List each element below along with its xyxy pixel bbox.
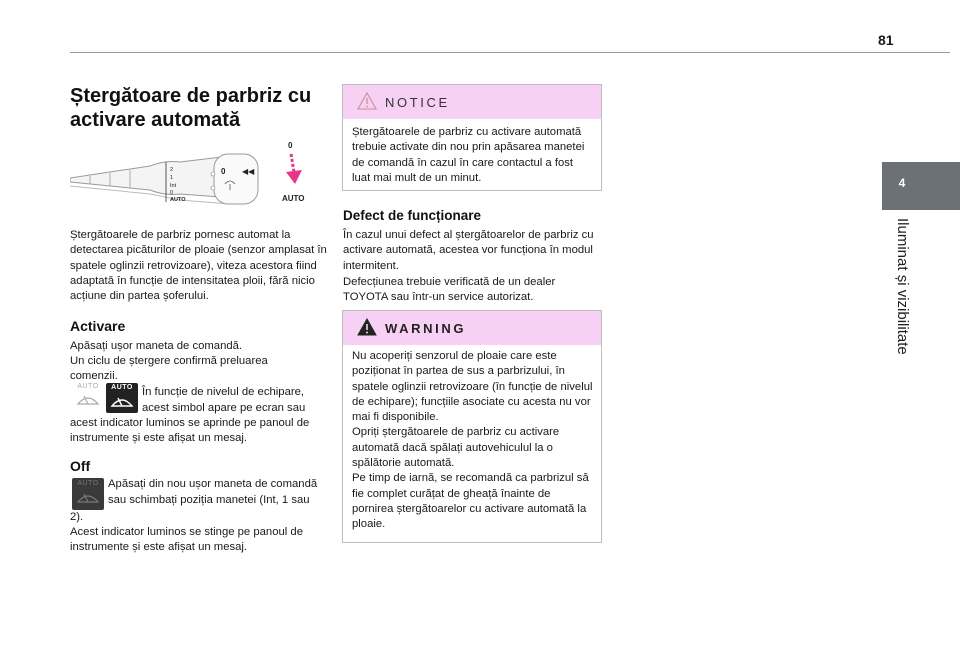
chapter-title-text: Iluminat și vizibilitate bbox=[894, 218, 911, 355]
auto-indicator-on-icon bbox=[106, 383, 138, 413]
off-text-c: 2). bbox=[70, 511, 84, 523]
warning-text2: Opriți ștergătoarele de parbriz cu activare automată dacă spălați autovehiculul la o spălătorie automată. bbox=[352, 426, 560, 470]
section-title: Ștergătoare de parbriz cu activare automată bbox=[70, 85, 312, 131]
intro-paragraph: Ștergătoarele de parbriz pornesc automat la detectarea picăturilor de ploaie (senzor amplasat în spatele oglinzii retrovizoare), viteza acestora fiind adaptată în funcție de intensitatea ploii, fără nicio acțiune din partea șoferului. bbox=[70, 229, 327, 303]
stalk-label-0: 0 bbox=[170, 190, 174, 196]
page-number: 81 bbox=[878, 32, 894, 48]
defect-heading: Defect de funcționare bbox=[343, 208, 482, 223]
activare-line2: Un ciclu de ștergere confirmă preluarea comenzii. bbox=[70, 355, 268, 383]
notice-text: Ștergătoarele de parbriz cu activare automată trebuie activate din nou prin apăsarea manetei de comandă în cazul în care contactul a fost luat mai mult de un minut. bbox=[352, 126, 585, 184]
activare-text-c: acest indicator luminos se aprinde pe panoul de instrumente și este afișat un mesaj. bbox=[70, 417, 310, 445]
header-rule bbox=[70, 52, 950, 53]
notice-triangle-icon bbox=[357, 92, 377, 110]
stalk-label-2: 2 bbox=[170, 167, 174, 173]
warning-header bbox=[343, 311, 601, 345]
svg-text:◀◀: ◀◀ bbox=[242, 167, 255, 176]
auto-label-dim: AUTO bbox=[77, 480, 99, 487]
wiper-stalk-svg bbox=[70, 138, 332, 218]
cap-label-0: 0 bbox=[221, 167, 226, 176]
push-label-0: 0 bbox=[288, 141, 293, 150]
activare-text-b: acest simbol apare pe ecran sau bbox=[142, 402, 306, 414]
warning-triangle-icon bbox=[357, 318, 377, 336]
warning-text3: Pe timp de iarnă, se recomandă ca parbrizul să fie complet curățat de gheață înainte de pornirea ștergătoarelor cu activare automată la ploaie. bbox=[352, 472, 589, 531]
notice-header bbox=[343, 85, 601, 119]
warning-text1: Nu acoperiți senzorul de ploaie care este poziționat în partea de sus a parbrizului, în spatele oglinzii retrovizoare (în funcție de nivelul de echipare); funcțiile asociate cu acesta nu vor mai fi disponibile. bbox=[352, 350, 593, 424]
off-text-a: Apăsați din nou ușor maneta de comandă bbox=[108, 478, 318, 490]
stalk-label-auto: AUTO bbox=[170, 197, 186, 203]
activare-line1: Apăsați ușor maneta de comandă. bbox=[70, 340, 243, 352]
auto-label-white: AUTO bbox=[111, 384, 133, 391]
activare-text-a: În funcție de nivelul de echipare, bbox=[142, 386, 305, 398]
notice-box bbox=[342, 84, 602, 191]
chapter-number: 4 bbox=[898, 176, 906, 190]
stalk-label-1: 1 bbox=[170, 175, 174, 181]
activare-heading: Activare bbox=[70, 318, 126, 334]
defect-text2: Defecțiunea trebuie verificată de un dealer TOYOTA sau într-un service autorizat. bbox=[343, 276, 556, 304]
auto-label-gray: AUTO bbox=[77, 383, 99, 390]
warning-box bbox=[342, 310, 602, 543]
defect-text1: În cazul unui defect al ștergătoarelor de parbriz cu activare automată, acestea vor funcționa în modul intermitent. bbox=[343, 229, 594, 272]
wiper-icon-gray bbox=[72, 390, 104, 410]
warning-label: WARNING bbox=[385, 321, 467, 336]
auto-indicator-off-icon bbox=[72, 383, 104, 413]
off-text-b: sau schimbați poziția manetei (Int, 1 sau bbox=[108, 494, 310, 506]
push-arrow-icon bbox=[286, 170, 302, 184]
off-heading: Off bbox=[70, 458, 91, 474]
wiper-icon-white bbox=[106, 391, 138, 411]
stalk-label-int: Int bbox=[170, 183, 177, 189]
wiper-icon-dim bbox=[72, 487, 104, 507]
wiper-stalk-illustration bbox=[70, 138, 332, 218]
off-text-d: Acest indicator luminos se stinge pe panoul de instrumente și este afișat un mesaj. bbox=[70, 526, 303, 554]
push-label-auto: AUTO bbox=[282, 194, 305, 203]
chapter-title bbox=[885, 218, 915, 378]
notice-label: NOTICE bbox=[385, 95, 450, 110]
auto-indicator-dim-icon bbox=[72, 478, 104, 510]
